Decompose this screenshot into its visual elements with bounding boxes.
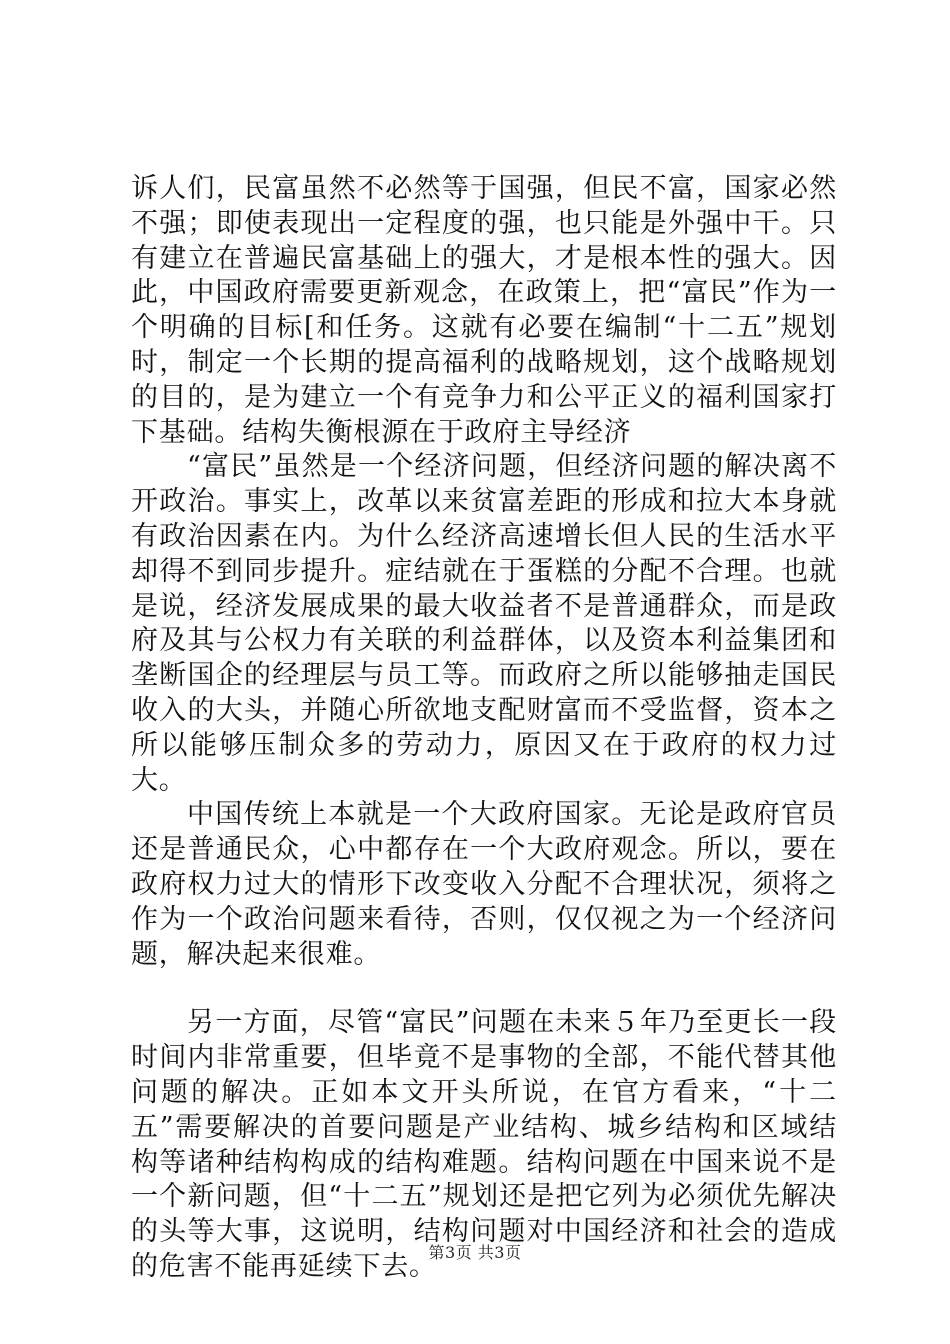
paragraph-continued: 诉人们，民富虽然不必然等于国强，但民不富，国家必然不强；即使表现出一定程度的强，也只能是外强中干。只有建立在普遍民富基础上的强大，才是根本性的强大。因此，中国政府需要更新观念，在政策上，把“富民”作为一个明确的目标[和任务。这就有必要在编制“十二五”规划时，制定一个长期的提高福利的战略规划，这个战略规划的目的，是为建立一个有竞争力和公平正义的福利国家打下基础。结构失衡根源在于政府主导经济: [131, 173, 837, 448]
paragraph: 中国传统上本就是一个大政府国家。无论是政府官员还是普通民众，心中都存在一个大政府观念。所以，要在政府权力过大的情形下改变收入分配不合理状况，须将之作为一个政治问题来看待，否则，仅仅视之为一个经济问题，解决起来很难。: [131, 799, 837, 970]
page-footer: 第3页 共3页: [428, 1243, 522, 1262]
paragraph: 另一方面，尽管“富民”问题在未来５年乃至更长一段时间内非常重要，但毕竟不是事物的全部，不能代替其他问题的解决。正如本文开头所说，在官方看来，“十二五”需要解决的首要问题是产业结构、城乡结构和区域结构等诸种结构构成的结构难题。结构问题在中国来说不是一个新问题，但“十二五”规划还是把它列为必须优先解决的头等大事，这说明，结构问题对中国经济和社会的造成的危害不能再延续下去。: [131, 1007, 837, 1282]
paragraph-spacer: [131, 972, 837, 1006]
paragraph: “富民”虽然是一个经济问题，但经济问题的解决离不开政治。事实上，改革以来贫富差距的形成和拉大本身就有政治因素在内。为什么经济高速增长但人民的生活水平却得不到同步提升。症结就在于蛋糕的分配不合理。也就是说，经济发展成果的最大收益者不是普通群众，而是政府及其与公权力有关联的利益群体，以及资本利益集团和垄断国企的经理层与员工等。而政府之所以能够抽走国民收入的大头，并随心所欲地支配财富而不受监督，资本之所以能够压制众多的劳动力，原因又在于政府的权力过大。: [131, 451, 837, 796]
document-body: [131, 172, 837, 1285]
